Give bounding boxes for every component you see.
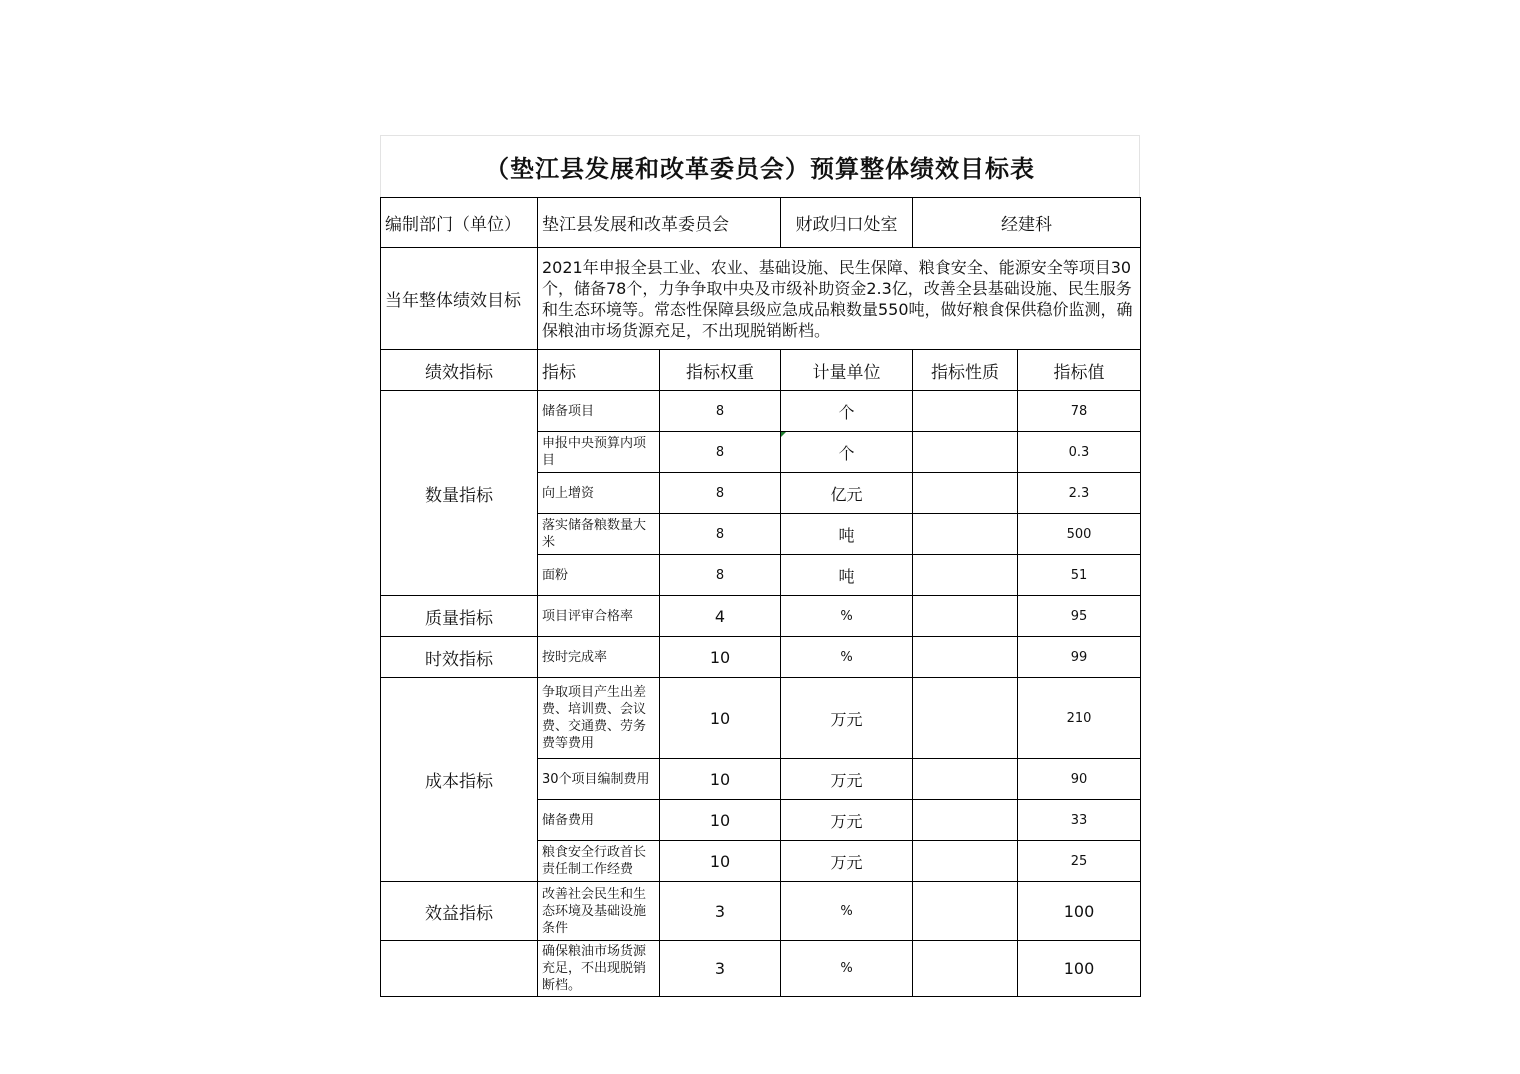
weight-cell: 10 [660, 678, 781, 759]
indicator-cell: 争取项目产生出差费、培训费、会议费、交通费、劳务费等费用 [538, 678, 660, 759]
table-row [381, 941, 1141, 997]
header-row [381, 198, 1141, 248]
value-cell: 0.3 [1018, 432, 1141, 473]
indicator-cell: 改善社会民生和生态环境及基础设施条件 [538, 882, 660, 941]
nature-cell [913, 514, 1018, 555]
nature-cell [913, 555, 1018, 596]
weight-cell: 10 [660, 800, 781, 841]
nature-cell [913, 841, 1018, 882]
col-weight: 指标权重 [660, 350, 781, 391]
col-nature: 指标性质 [913, 350, 1018, 391]
unit-cell: % [781, 596, 913, 637]
value-cell: 33 [1018, 800, 1141, 841]
weight-cell: 3 [660, 882, 781, 941]
indicator-cell: 面粉 [538, 555, 660, 596]
indicator-cell: 30个项目编制费用 [538, 759, 660, 800]
nature-cell [913, 391, 1018, 432]
table-row [381, 882, 1141, 941]
nature-cell [913, 759, 1018, 800]
unit-cell: % [781, 882, 913, 941]
unit-cell: % [781, 637, 913, 678]
nature-cell [913, 800, 1018, 841]
goal-text: 2021年申报全县工业、农业、基础设施、民生保障、粮食安全、能源安全等项目30个，储备78个，力争争取中央及市级补助资金2.3亿，改善全县基础设施、民生服务和生态环境等。常态性保障县级应急成品粮数量550吨，做好粮食保供稳价监测，确保粮油市场货源充足，不出现脱销断档。 [538, 248, 1141, 350]
weight-cell: 8 [660, 514, 781, 555]
weight-cell: 8 [660, 391, 781, 432]
indicator-cell: 向上增资 [538, 473, 660, 514]
goal-row [381, 248, 1141, 350]
value-cell: 500 [1018, 514, 1141, 555]
col-unit: 计量单位 [781, 350, 913, 391]
weight-cell: 8 [660, 432, 781, 473]
value-cell: 25 [1018, 841, 1141, 882]
nature-cell [913, 678, 1018, 759]
col-indicator: 指标 [538, 350, 660, 391]
indicator-cell: 项目评审合格率 [538, 596, 660, 637]
weight-cell: 10 [660, 759, 781, 800]
unit-cell: 万元 [781, 759, 913, 800]
category-cell: 效益指标 [381, 882, 538, 941]
category-cell [381, 941, 538, 997]
weight-cell: 10 [660, 841, 781, 882]
nature-cell [913, 637, 1018, 678]
unit-cell: 万元 [781, 800, 913, 841]
dept-label: 编制部门（单位） [381, 198, 538, 248]
unit-cell: 万元 [781, 678, 913, 759]
category-cell: 成本指标 [381, 678, 538, 882]
value-cell: 210 [1018, 678, 1141, 759]
nature-cell [913, 596, 1018, 637]
weight-cell: 4 [660, 596, 781, 637]
nature-cell [913, 473, 1018, 514]
page-title: （垫江县发展和改革委员会）预算整体绩效目标表 [380, 135, 1140, 197]
indicator-cell: 落实储备粮数量大米 [538, 514, 660, 555]
table-row [381, 596, 1141, 637]
table-row [381, 637, 1141, 678]
value-cell: 99 [1018, 637, 1141, 678]
nature-cell [913, 432, 1018, 473]
indicator-cell: 确保粮油市场货源充足，不出现脱销断档。 [538, 941, 660, 997]
goal-label: 当年整体绩效目标 [381, 248, 538, 350]
performance-target-sheet [380, 135, 1140, 997]
unit-cell: 吨 [781, 514, 913, 555]
indicator-cell: 储备费用 [538, 800, 660, 841]
weight-cell: 8 [660, 555, 781, 596]
category-cell: 时效指标 [381, 637, 538, 678]
weight-cell: 10 [660, 637, 781, 678]
nature-cell [913, 941, 1018, 997]
unit-cell: 个 [781, 432, 913, 473]
table-row [381, 678, 1141, 759]
weight-cell: 8 [660, 473, 781, 514]
indicator-cell: 申报中央预算内项目 [538, 432, 660, 473]
col-category: 绩效指标 [381, 350, 538, 391]
unit-cell: 吨 [781, 555, 913, 596]
indicator-cell: 粮食安全行政首长责任制工作经费 [538, 841, 660, 882]
value-cell: 51 [1018, 555, 1141, 596]
value-cell: 95 [1018, 596, 1141, 637]
value-cell: 90 [1018, 759, 1141, 800]
value-cell: 2.3 [1018, 473, 1141, 514]
unit-cell: 亿元 [781, 473, 913, 514]
table-row [381, 391, 1141, 432]
value-cell: 78 [1018, 391, 1141, 432]
performance-table [380, 197, 1141, 997]
unit-cell: % [781, 941, 913, 997]
unit-cell: 万元 [781, 841, 913, 882]
nature-cell [913, 882, 1018, 941]
column-header-row [381, 350, 1141, 391]
category-cell: 质量指标 [381, 596, 538, 637]
category-cell: 数量指标 [381, 391, 538, 596]
unit-cell: 个 [781, 391, 913, 432]
value-cell: 100 [1018, 882, 1141, 941]
office-label: 财政归口处室 [781, 198, 913, 248]
office-value: 经建科 [913, 198, 1141, 248]
col-value: 指标值 [1018, 350, 1141, 391]
indicator-cell: 储备项目 [538, 391, 660, 432]
dept-value: 垫江县发展和改革委员会 [538, 198, 781, 248]
indicator-cell: 按时完成率 [538, 637, 660, 678]
value-cell: 100 [1018, 941, 1141, 997]
weight-cell: 3 [660, 941, 781, 997]
